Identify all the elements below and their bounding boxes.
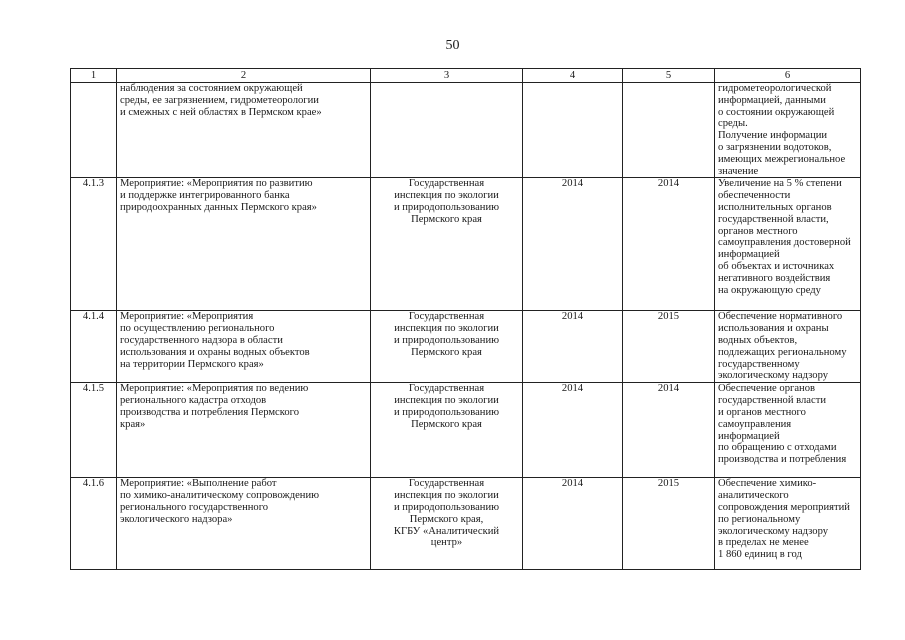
result-line: экологическому надзору: [718, 370, 829, 382]
result-line: по региональному: [718, 513, 801, 525]
executor-line: и природопользованию: [393, 501, 500, 513]
result-line: Обеспечение химико-: [718, 478, 817, 490]
result-cell: [715, 383, 861, 478]
activity-line: среды, ее загрязнением, гидрометеорологии: [120, 94, 319, 106]
table-row: [71, 478, 861, 570]
activity-line: Мероприятие: «Мероприятия по ведению: [120, 383, 309, 395]
executor-line: и природопользованию: [393, 406, 500, 418]
result-line: имеющих межрегиональное: [718, 153, 846, 165]
executor-line: Пермского края,: [409, 513, 484, 525]
result-line: о состоянии окружающей: [718, 106, 835, 118]
result-line: государственной власти: [718, 395, 827, 407]
result-line: подлежащих региональному: [718, 346, 847, 358]
result-line: об объектах и источниках: [718, 260, 835, 272]
executor-line: Государственная: [408, 178, 485, 190]
header-cell: 4: [523, 69, 623, 83]
result-line: Увеличение на 5 % степени: [718, 178, 842, 190]
executor-line: и природопользованию: [393, 334, 500, 346]
result-line: гидрометеорологической: [718, 83, 832, 94]
activity-line: по химико-аналитическому сопровождению: [120, 490, 320, 502]
end-year-cell: 2015: [623, 478, 715, 570]
executor-line: инспекция по экологии: [394, 395, 499, 407]
item-number-cell: 4.1.5: [71, 383, 117, 478]
result-cell: [715, 83, 861, 178]
start-year-cell: [523, 83, 623, 178]
activity-line: края»: [120, 418, 146, 430]
result-line: информацией: [718, 430, 780, 442]
result-line: государственной власти,: [718, 213, 829, 225]
activity-line: и смежных с ней областях в Пермском крае»: [120, 106, 322, 118]
end-year-cell: 2015: [623, 311, 715, 383]
activity-line: производства и потребления Пермского: [120, 406, 300, 418]
start-year-cell: 2014: [523, 311, 623, 383]
executor-cell: [371, 478, 523, 570]
activity-cell: [117, 383, 371, 478]
activity-cell: [117, 83, 371, 178]
item-number-cell: 4.1.6: [71, 478, 117, 570]
table-row: [71, 83, 861, 178]
executor-cell: [371, 311, 523, 383]
end-year-cell: 2014: [623, 383, 715, 478]
executor-line: КГБУ «Аналитический: [393, 525, 500, 537]
result-line: органов местного: [718, 225, 798, 237]
result-line: о загрязнении водотоков,: [718, 141, 832, 153]
header-cell: 2: [117, 69, 371, 83]
result-line: Получение информации: [718, 130, 828, 142]
page-number: 50: [445, 38, 460, 53]
result-cell: [715, 178, 861, 311]
executor-line: инспекция по экологии: [394, 490, 499, 502]
activity-line: Мероприятие: «Мероприятия по развитию: [120, 178, 313, 190]
item-number-cell: [71, 83, 117, 178]
activity-line: и поддержке интегрированного банка: [120, 190, 290, 202]
item-number-cell: 4.1.4: [71, 311, 117, 383]
executor-line: центр»: [430, 537, 463, 549]
executor-line: Пермского края: [411, 418, 482, 430]
result-line: самоуправления: [718, 418, 792, 430]
start-year-cell: 2014: [523, 383, 623, 478]
executor-line: Пермского края: [411, 213, 482, 225]
result-line: исполнительных органов: [718, 201, 832, 213]
activity-line: природоохранных данных Пермского края»: [120, 201, 317, 213]
result-line: сопровождения мероприятий: [718, 501, 850, 513]
result-line: негативного воздействия: [718, 272, 831, 284]
executor-line: и природопользованию: [393, 201, 500, 213]
item-number-cell: 4.1.3: [71, 178, 117, 311]
result-line: 1 860 единиц в год: [718, 549, 802, 561]
result-line: Обеспечение органов: [718, 383, 816, 395]
result-line: производства и потребления: [718, 454, 847, 466]
executor-cell: [371, 83, 523, 178]
activity-cell: [117, 178, 371, 311]
executor-line: инспекция по экологии: [394, 323, 499, 335]
result-line: водных объектов,: [718, 334, 798, 346]
end-year-cell: [623, 83, 715, 178]
activity-line: Мероприятие: «Выполнение работ: [120, 478, 277, 490]
executor-cell: [371, 178, 523, 311]
activity-line: на территории Пермского края»: [120, 358, 264, 370]
result-line: экологическому надзору: [718, 525, 829, 537]
activity-line: экологического надзора»: [120, 513, 233, 525]
result-line: среды.: [718, 118, 748, 130]
result-line: обеспеченности: [718, 190, 791, 202]
header-cell: 5: [623, 69, 715, 83]
result-line: Обеспечение нормативного: [718, 311, 843, 323]
start-year-cell: 2014: [523, 478, 623, 570]
result-line: использования и охраны: [718, 323, 829, 335]
result-line: государственному: [718, 358, 800, 370]
executor-line: инспекция по экологии: [394, 190, 499, 202]
header-cell: 3: [371, 69, 523, 83]
header-cell: 1: [71, 69, 117, 83]
executor-line: Государственная: [408, 311, 485, 323]
result-line: самоуправления достоверной: [718, 237, 851, 249]
executor-cell: [371, 383, 523, 478]
activity-cell: [117, 478, 371, 570]
activity-line: государственного надзора в области: [120, 334, 283, 346]
header-row: [71, 69, 861, 83]
result-line: аналитического: [718, 490, 789, 502]
table-row: [71, 178, 861, 311]
start-year-cell: 2014: [523, 178, 623, 311]
activity-line: регионального государственного: [120, 501, 269, 513]
activities-table: [70, 68, 861, 570]
activity-line: по осуществлению регионального: [120, 323, 275, 335]
activity-line: Мероприятие: «Мероприятия: [120, 311, 254, 323]
table-row: [71, 311, 861, 383]
activity-line: регионального кадастра отходов: [120, 395, 267, 407]
result-line: информацией: [718, 249, 780, 261]
result-line: значение: [718, 165, 759, 177]
activity-line: использования и охраны водных объектов: [120, 346, 310, 358]
result-line: на окружающую среду: [718, 284, 821, 296]
result-cell: [715, 311, 861, 383]
result-line: информацией, данными: [718, 94, 826, 106]
activity-cell: [117, 311, 371, 383]
result-line: по обращению с отходами: [718, 442, 837, 454]
result-line: в пределах не менее: [718, 537, 809, 549]
executor-line: Пермского края: [411, 346, 482, 358]
result-line: и органов местного: [718, 406, 806, 418]
table-row: [71, 383, 861, 478]
end-year-cell: 2014: [623, 178, 715, 311]
header-cell: 6: [715, 69, 861, 83]
executor-line: Государственная: [408, 383, 485, 395]
result-cell: [715, 478, 861, 570]
activity-line: наблюдения за состоянием окружающей: [120, 83, 303, 94]
executor-line: Государственная: [408, 478, 485, 490]
